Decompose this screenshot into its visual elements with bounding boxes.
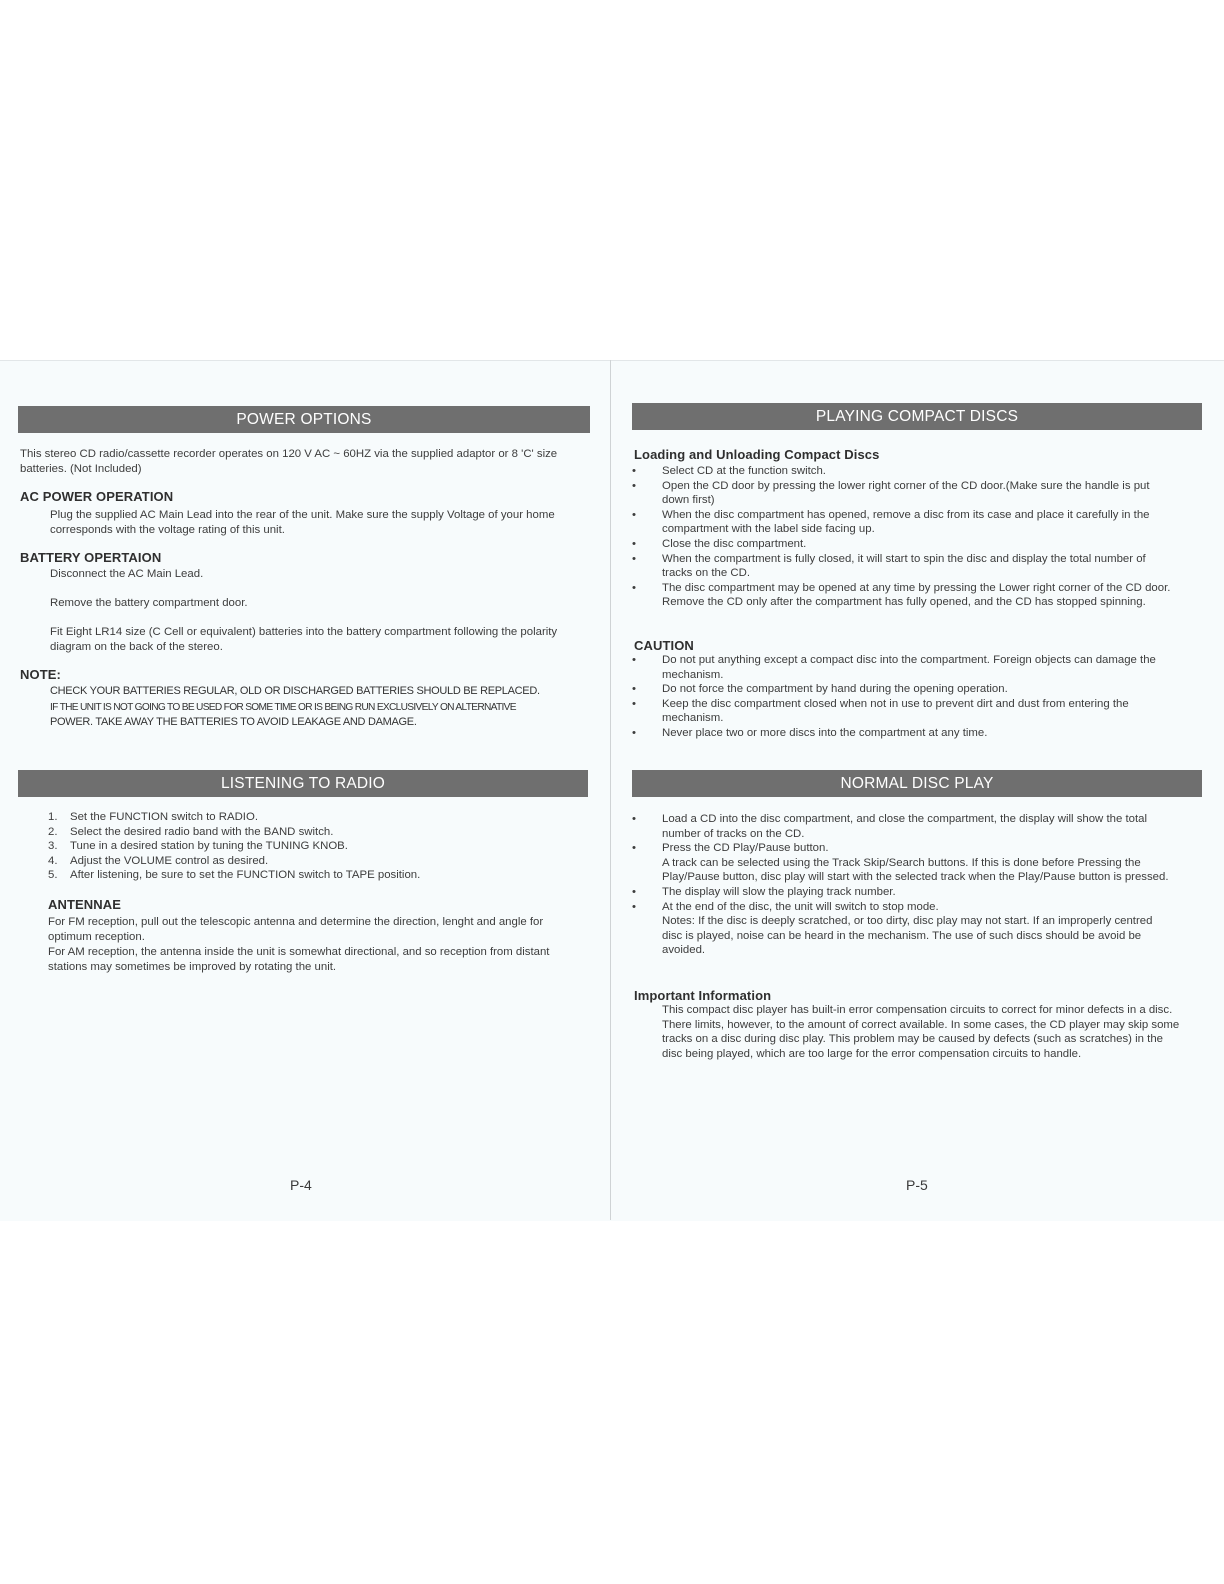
list-item: [48, 810, 568, 825]
bullet-icon: •: [632, 465, 636, 477]
list-item: [632, 697, 1177, 726]
note-line: POWER. TAKE AWAY THE BATTERIES TO AVOID LEAKAGE AND DAMAGE.: [50, 716, 417, 728]
normal-play-title-bar: NORMAL DISC PLAY: [632, 770, 1202, 797]
antennae-heading: ANTENNAE: [48, 897, 122, 912]
bullet-icon: •: [632, 813, 636, 825]
battery-para-1: Disconnect the AC Main Lead.: [50, 568, 204, 580]
bullet-icon: •: [632, 900, 636, 913]
compact-discs-title-bar: PLAYING COMPACT DISCS: [632, 403, 1202, 430]
step-number: 5.: [48, 869, 58, 882]
list-item: [48, 854, 568, 869]
step-number: 4.: [48, 854, 58, 867]
list-item: [632, 464, 1172, 479]
step-number: 2.: [48, 825, 58, 838]
loading-heading: Loading and Unloading Compact Discs: [634, 447, 880, 462]
list-item-subtext: A track can be selected using the Track Skip/Search buttons. If this is done before Pressing the Play/Pause button, disc play will start with the selected track when the Play/Pause button is pressed.: [662, 856, 1169, 884]
list-item-text: The display will slow the playing track number.: [662, 885, 896, 898]
list-item: [632, 885, 1172, 900]
step-text: Tune in a desired station by tuning the TUNING KNOB.: [70, 840, 348, 853]
page-number-right: P-5: [906, 1177, 928, 1193]
bullet-icon: •: [632, 581, 636, 594]
bullet-icon: •: [632, 508, 636, 521]
list-item-text: Open the CD door by pressing the lower right corner of the CD door.(Make sure the handle is put down first): [662, 479, 1150, 507]
ac-power-heading: AC POWER OPERATION: [20, 489, 174, 504]
bullet-icon: •: [632, 842, 636, 855]
power-intro: This stereo CD radio/cassette recorder operates on 120 V AC ~ 60HZ via the supplied adaptor or 8 'C' size batteries. (Not Included): [20, 448, 558, 475]
list-item-text: Keep the disc compartment closed when not in use to prevent dirt and dust from entering the mechanism.: [662, 697, 1129, 725]
note-heading: NOTE:: [20, 667, 61, 682]
important-info-text: This compact disc player has built-in error compensation circuits to correct for minor defects in a disc. There limits, however, to the amount of correct available. In some cases, the CD player may skip some tracks on a disc during disc play. This problem may be caused by defects (such as scratches) in the disc being played, which are too large for the error compensation circuits to handle.: [662, 1004, 1180, 1060]
list-item: [632, 508, 1172, 537]
list-item: [48, 825, 568, 840]
radio-title-bar: LISTENING TO RADIO: [18, 770, 588, 797]
step-number: 1.: [48, 811, 58, 823]
note-text: [50, 684, 595, 731]
list-item: [48, 868, 568, 883]
step-text: Select the desired radio band with the BAND switch.: [70, 825, 334, 838]
manual-spread: [0, 360, 1224, 1221]
list-item-text: When the compartment is fully closed, it will start to spin the disc and display the total number of tracks on the CD.: [662, 552, 1146, 580]
battery-para-2: Remove the battery compartment door.: [50, 597, 248, 609]
step-text: After listening, be sure to set the FUNCTION switch to TAPE position.: [70, 869, 421, 882]
list-item-text: Never place two or more discs into the compartment at any time.: [662, 726, 988, 739]
list-item: [48, 839, 568, 854]
step-text: Set the FUNCTION switch to RADIO.: [70, 811, 258, 823]
list-item: [632, 841, 1172, 885]
note-line: IF THE UNIT IS NOT GOING TO BE USED FOR SOME TIME OR IS BEING RUN EXCLUSIVELY ON ALTERNATIVE: [50, 701, 516, 713]
list-item-text: Load a CD into the disc compartment, and close the compartment, the display will show the total number of tracks on the CD.: [662, 813, 1147, 840]
list-item-text: The disc compartment may be opened at any time by pressing the Lower right corner of the CD door. Remove the CD only after the compartment has fully opened, and the CD has stopped spinning.: [662, 581, 1171, 609]
step-text: Adjust the VOLUME control as desired.: [70, 854, 269, 867]
list-item-text: Do not put anything except a compact disc into the compartment. Foreign objects can damage the mechanism.: [662, 654, 1156, 681]
list-item: [632, 537, 1172, 552]
list-item: [632, 682, 1177, 697]
list-item-text: At the end of the disc, the unit will switch to stop mode.: [662, 900, 939, 913]
bullet-icon: •: [632, 726, 636, 739]
bullet-icon: •: [632, 479, 636, 492]
radio-steps: [48, 810, 568, 883]
page-number-left: P-4: [290, 1177, 312, 1193]
list-item: [632, 479, 1172, 508]
list-item-text: When the disc compartment has opened, remove a disc from its case and place it carefully in the compartment with the label side facing up.: [662, 508, 1150, 536]
important-info-heading: Important Information: [634, 988, 772, 1003]
list-item-text: Press the CD Play/Pause button.: [662, 842, 829, 855]
page-divider: [610, 360, 611, 1220]
antennae-fm-text: For FM reception, pull out the telescopic antenna and determine the direction, lenght and angle for optimum reception.: [48, 916, 544, 943]
caution-heading: CAUTION: [634, 638, 694, 653]
bullet-icon: •: [632, 654, 636, 666]
bullet-icon: •: [632, 697, 636, 710]
battery-para-3: Fit Eight LR14 size (C Cell or equivalent) batteries into the battery compartment following the polarity diagram on the back of the stereo.: [50, 626, 558, 653]
antennae-am-text: For AM reception, the antenna inside the unit is somewhat directional, and so reception from distant stations may sometimes be improved by rotating the unit.: [48, 946, 550, 973]
loading-list: [632, 464, 1172, 610]
note-line: CHECK YOUR BATTERIES REGULAR, OLD OR DISCHARGED BATTERIES SHOULD BE REPLACED.: [50, 685, 540, 697]
bullet-icon: •: [632, 552, 636, 565]
bullet-icon: •: [632, 537, 636, 550]
bullet-icon: •: [632, 683, 636, 696]
step-number: 3.: [48, 840, 58, 853]
list-item-text: Select CD at the function switch.: [662, 465, 826, 477]
list-item: [632, 812, 1172, 841]
ac-power-text: Plug the supplied AC Main Lead into the rear of the unit. Make sure the supply Voltage of your home corresponds with the voltage rating of this unit.: [50, 509, 555, 536]
list-item-subtext: Notes: If the disc is deeply scratched, or too dirty, disc play may not start. If an improperly centred disc is played, noise can be heard in the mechanism. The use of such discs should be avoid be avoided.: [662, 915, 1153, 957]
list-item: [632, 653, 1177, 682]
list-item-text: Close the disc compartment.: [662, 537, 807, 550]
normal-play-list: [632, 812, 1172, 958]
power-options-title-bar: POWER OPTIONS: [18, 406, 590, 433]
caution-list: [632, 653, 1177, 741]
bullet-icon: •: [632, 885, 636, 898]
list-item: [632, 900, 1172, 958]
list-item: [632, 552, 1172, 581]
battery-heading: BATTERY OPERTAION: [20, 550, 162, 565]
list-item-text: Do not force the compartment by hand during the opening operation.: [662, 683, 1008, 696]
list-item: [632, 726, 1177, 741]
list-item: [632, 581, 1172, 610]
